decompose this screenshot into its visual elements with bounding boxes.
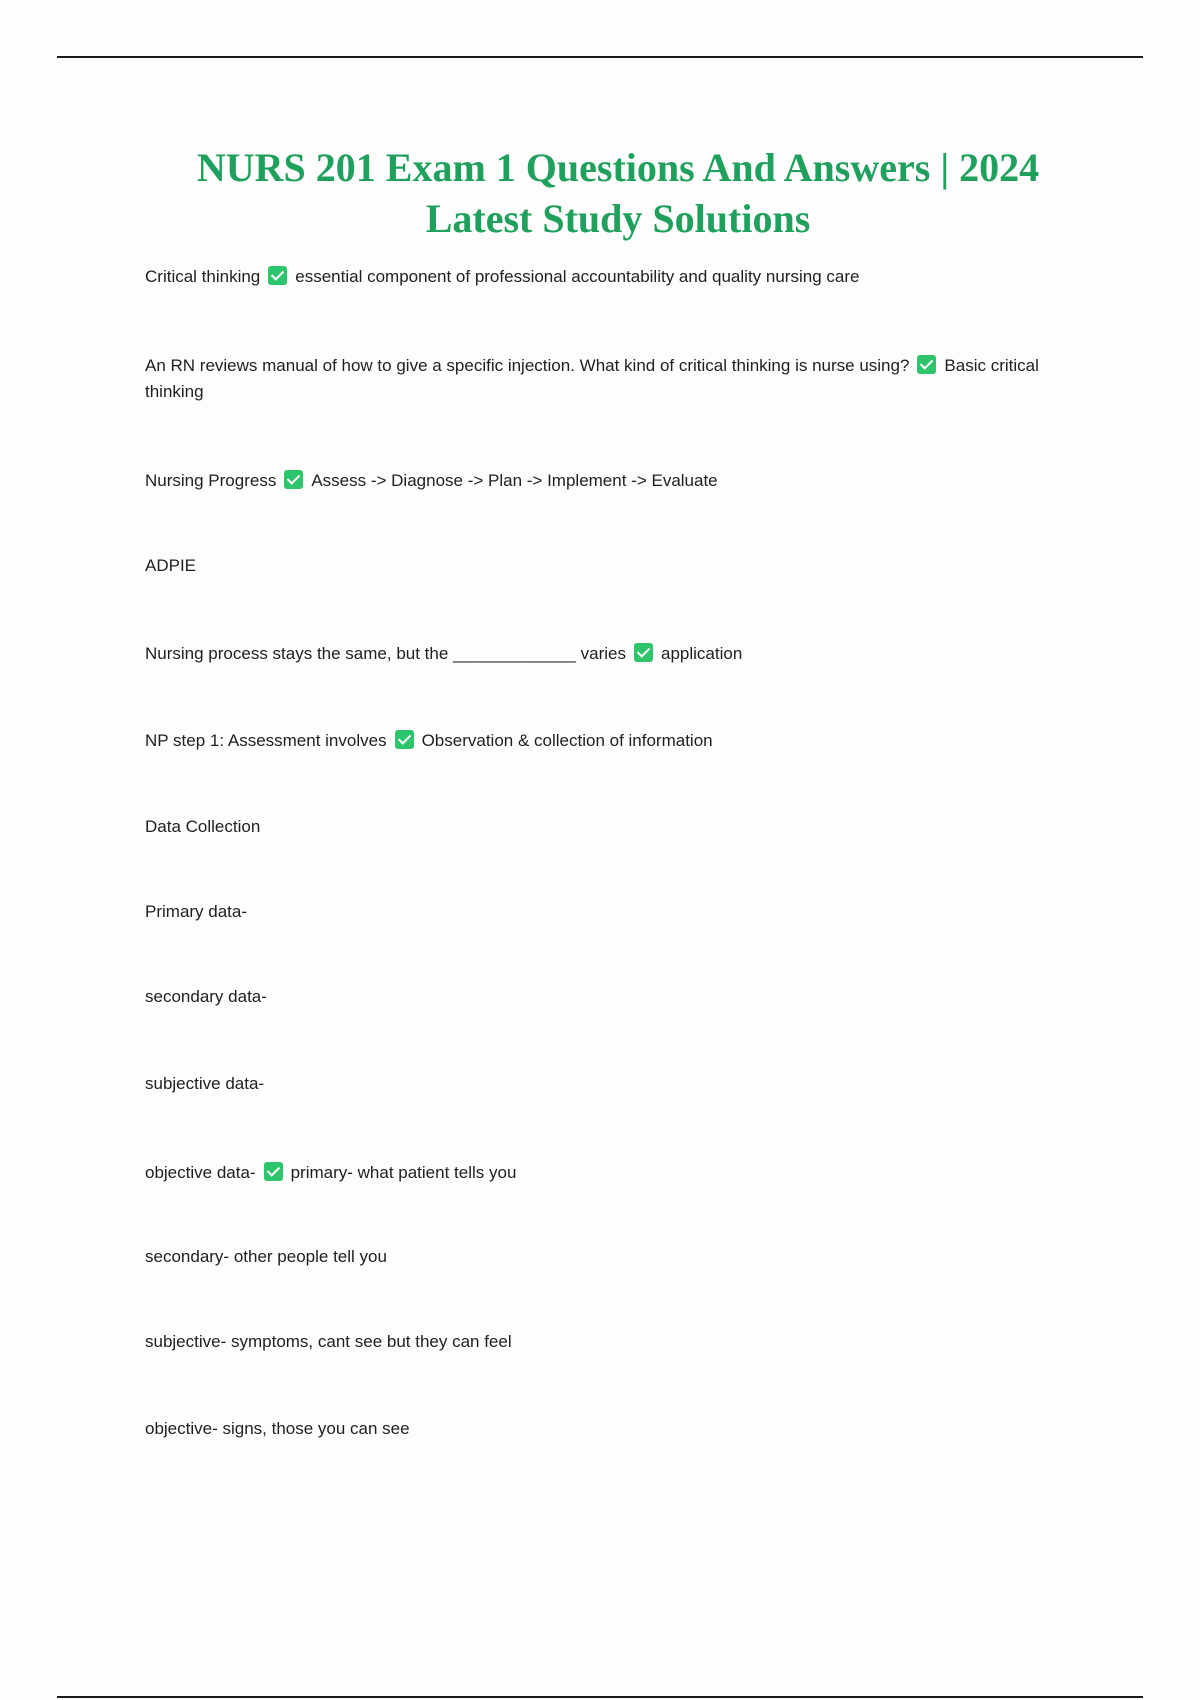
question-text: Data Collection — [145, 817, 261, 836]
question-text: Primary data- — [145, 902, 248, 921]
footer-rule — [57, 1696, 1143, 1698]
check-box-icon — [264, 1162, 283, 1181]
question-text: secondary data- — [145, 987, 267, 1006]
header-rule — [57, 56, 1143, 58]
check-box-icon — [268, 266, 287, 285]
answer-text: Basic critical thinking — [145, 356, 1039, 401]
question-text: Nursing Progress — [145, 471, 277, 490]
question-text: Critical thinking — [145, 267, 261, 286]
question-text: secondary- other people tell you — [145, 1247, 387, 1266]
qa-entry — [145, 264, 1065, 290]
title-line-1: NURS 201 Exam 1 Questions And Answers | 2024 — [196, 145, 1040, 190]
qa-entry — [145, 1329, 1065, 1355]
qa-entry — [145, 1160, 1065, 1186]
qa-entry — [145, 984, 1065, 1010]
qa-entry — [145, 814, 1065, 840]
answer-text: application — [661, 644, 743, 663]
qa-entry — [145, 553, 1065, 579]
check-box-icon — [395, 730, 414, 749]
qa-entry — [145, 353, 1065, 405]
question-text: subjective data- — [145, 1074, 265, 1093]
check-box-icon — [634, 643, 653, 662]
question-text: NP step 1: Assessment involves — [145, 731, 387, 750]
answer-text: primary- what patient tells you — [290, 1163, 517, 1182]
question-text: subjective- symptoms, cant see but they can feel — [145, 1332, 512, 1351]
answer-text: Observation & collection of information — [421, 731, 713, 750]
qa-entry — [145, 1244, 1065, 1270]
question-text: objective data- — [145, 1163, 256, 1182]
question-text: An RN reviews manual of how to give a specific injection. What kind of critical thinking is nurse using? — [145, 356, 910, 375]
answer-text: essential component of professional accountability and quality nursing care — [295, 267, 860, 286]
check-box-icon — [284, 470, 303, 489]
qa-entry — [145, 728, 1065, 754]
check-box-icon — [917, 355, 936, 374]
question-text: objective- signs, those you can see — [145, 1419, 410, 1438]
qa-entry — [145, 1071, 1065, 1097]
qa-entry — [145, 468, 1065, 494]
document-title — [120, 142, 1116, 244]
qa-entry — [145, 899, 1065, 925]
question-text: ADPIE — [145, 556, 197, 575]
qa-entry — [145, 641, 1065, 667]
question-text: Nursing process stays the same, but the _____________ varies — [145, 644, 627, 663]
qa-entry — [145, 1416, 1065, 1442]
title-line-2: Latest Study Solutions — [425, 196, 811, 241]
answer-text: Assess -> Diagnose -> Plan -> Implement -> Evaluate — [311, 471, 718, 490]
